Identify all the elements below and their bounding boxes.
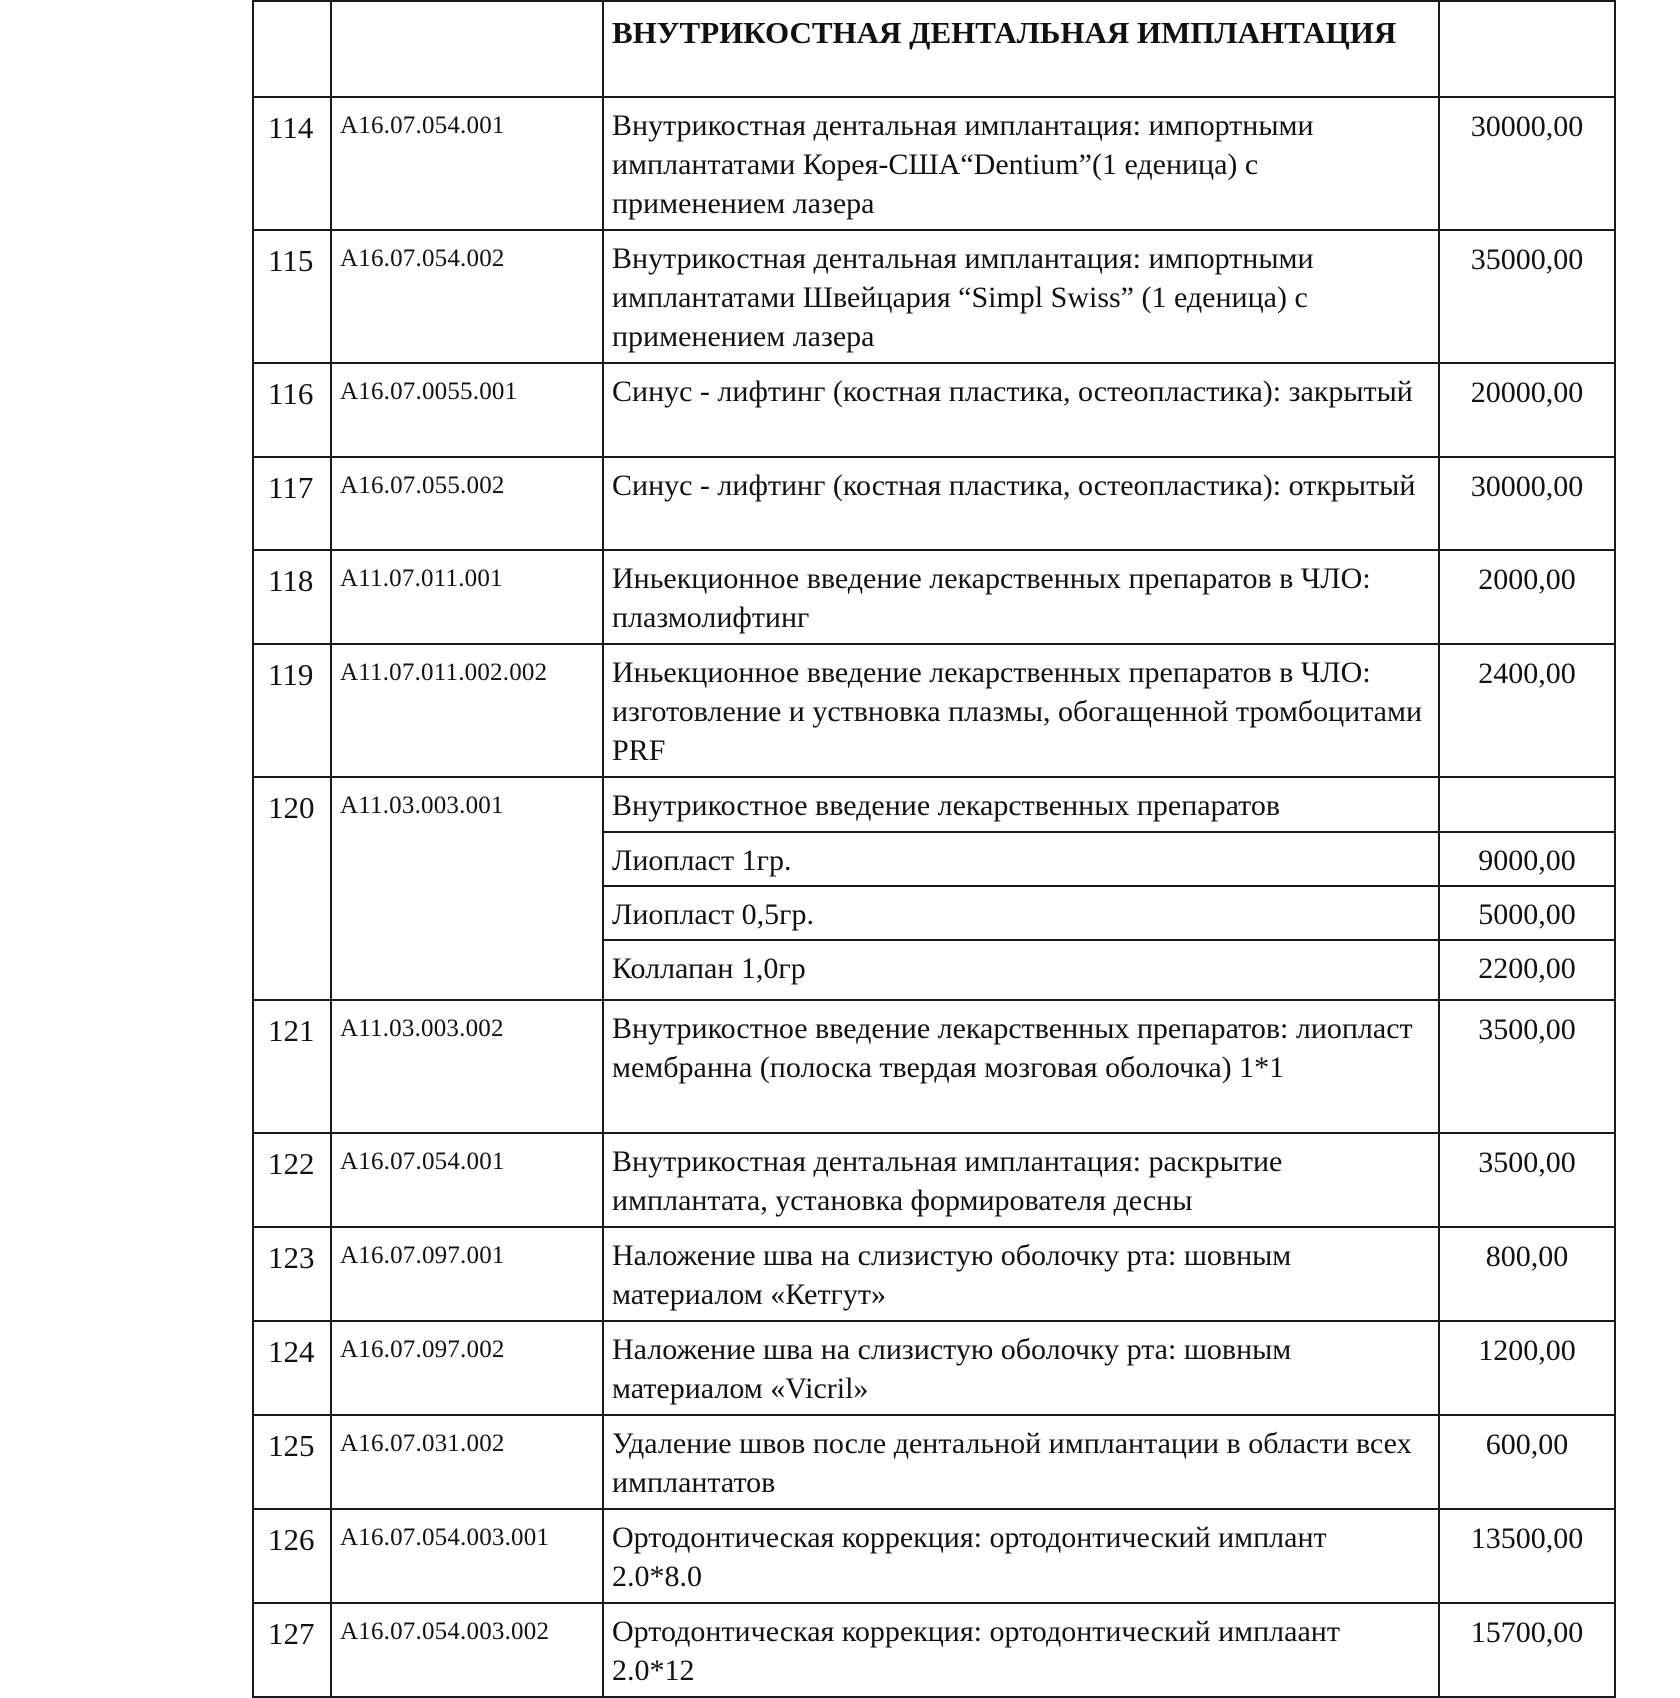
service-price: 2000,00 [1439, 550, 1615, 644]
service-code: А16.07.0055.001 [331, 363, 603, 457]
service-name: Ортодонтическая коррекция: ортодонтический имплаант 2.0*12 [603, 1603, 1439, 1697]
service-name: Внутрикостное введение лекарственных препаратов: лиопласт мембранна (полоска твердая мозговая оболочка) 1*1 [603, 1000, 1439, 1133]
service-price: 30000,00 [1439, 97, 1615, 230]
service-name: Наложение шва на слизистую оболочку рта: шовным материалом «Vicril» [603, 1321, 1439, 1415]
service-code: А16.07.031.002 [331, 1415, 603, 1509]
row-number: 123 [253, 1227, 331, 1321]
sub-item-price: 2200,00 [1439, 940, 1615, 1000]
row-number: 124 [253, 1321, 331, 1415]
section-header-row [253, 1, 1615, 97]
service-name: Иньекционное введение лекарственных препаратов в ЧЛО: плазмолифтинг [603, 550, 1439, 644]
service-price: 2400,00 [1439, 644, 1615, 777]
table-row [253, 1415, 1615, 1509]
row-number: 125 [253, 1415, 331, 1509]
table-row [253, 1133, 1615, 1227]
service-price: 600,00 [1439, 1415, 1615, 1509]
service-name: Внутрикостная дентальная имплантация: раскрытие имплантата, установка формирователя десны [603, 1133, 1439, 1227]
service-price: 3500,00 [1439, 1133, 1615, 1227]
service-name: Внутрикостная дентальная имплантация: импортными имплантатами Швейцария “Simpl Swiss” (1 еденица) с применением лазера [603, 230, 1439, 363]
table-row [253, 644, 1615, 777]
table-row [253, 1227, 1615, 1321]
service-name: Внутрикостное введение лекарственных препаратов [603, 777, 1439, 832]
service-price: 13500,00 [1439, 1509, 1615, 1603]
section-title: ВНУТРИКОСТНАЯ ДЕНТАЛЬНАЯ ИМПЛАНТАЦИЯ [603, 1, 1439, 97]
service-code: А16.07.054.001 [331, 1133, 603, 1227]
row-number: 117 [253, 457, 331, 550]
service-name: Синус - лифтинг (костная пластика, остеопластика): открытый [603, 457, 1439, 550]
service-code: А11.03.003.002 [331, 1000, 603, 1133]
empty-price-cell [1439, 1, 1615, 97]
price-list-page [252, 0, 1614, 1698]
service-price: 30000,00 [1439, 457, 1615, 550]
service-code: А16.07.054.003.002 [331, 1603, 603, 1697]
service-price: 800,00 [1439, 1227, 1615, 1321]
table-row [253, 363, 1615, 457]
table-row [253, 550, 1615, 644]
sub-item-name: Коллапан 1,0гр [603, 940, 1439, 1000]
service-code: А11.07.011.001 [331, 550, 603, 644]
table-row [253, 1509, 1615, 1603]
row-number: 126 [253, 1509, 331, 1603]
service-code: А11.03.003.001 [331, 777, 603, 1000]
service-name: Ортодонтическая коррекция: ортодонтический имплант 2.0*8.0 [603, 1509, 1439, 1603]
service-name: Удаление швов после дентальной имплантации в области всех имплантатов [603, 1415, 1439, 1509]
row-number: 116 [253, 363, 331, 457]
row-number: 122 [253, 1133, 331, 1227]
service-code: А16.07.097.002 [331, 1321, 603, 1415]
service-name: Наложение шва на слизистую оболочку рта: шовным материалом «Кетгут» [603, 1227, 1439, 1321]
table-row [253, 1321, 1615, 1415]
service-name: Внутрикостная дентальная имплантация: импортными имплантатами Корея-США“Dentium”(1 еденица) с применением лазера [603, 97, 1439, 230]
row-number: 114 [253, 97, 331, 230]
row-number: 127 [253, 1603, 331, 1697]
service-code: А16.07.054.001 [331, 97, 603, 230]
row-number: 121 [253, 1000, 331, 1133]
table-row-group-120 [253, 777, 1615, 832]
table-row [253, 97, 1615, 230]
service-code: А16.07.097.001 [331, 1227, 603, 1321]
service-price: 3500,00 [1439, 1000, 1615, 1133]
empty-price-cell [1439, 777, 1615, 832]
sub-item-price: 9000,00 [1439, 832, 1615, 886]
sub-item-name: Лиопласт 0,5гр. [603, 886, 1439, 940]
empty-code-cell [331, 1, 603, 97]
service-price: 20000,00 [1439, 363, 1615, 457]
row-number: 119 [253, 644, 331, 777]
service-code: А16.07.054.002 [331, 230, 603, 363]
service-price: 35000,00 [1439, 230, 1615, 363]
service-price: 1200,00 [1439, 1321, 1615, 1415]
price-table [252, 0, 1616, 1698]
sub-item-name: Лиопласт 1гр. [603, 832, 1439, 886]
empty-num-cell [253, 1, 331, 97]
row-number: 120 [253, 777, 331, 1000]
table-row [253, 457, 1615, 550]
row-number: 115 [253, 230, 331, 363]
service-name: Иньекционное введение лекарственных препаратов в ЧЛО: изготовление и уствновка плазмы, обогащенной тромбоцитами PRF [603, 644, 1439, 777]
table-row [253, 230, 1615, 363]
table-row [253, 1603, 1615, 1697]
row-number: 118 [253, 550, 331, 644]
service-name: Синус - лифтинг (костная пластика, остеопластика): закрытый [603, 363, 1439, 457]
service-code: А11.07.011.002.002 [331, 644, 603, 777]
service-price: 15700,00 [1439, 1603, 1615, 1697]
service-code: А16.07.054.003.001 [331, 1509, 603, 1603]
table-row [253, 1000, 1615, 1133]
sub-item-price: 5000,00 [1439, 886, 1615, 940]
service-code: А16.07.055.002 [331, 457, 603, 550]
